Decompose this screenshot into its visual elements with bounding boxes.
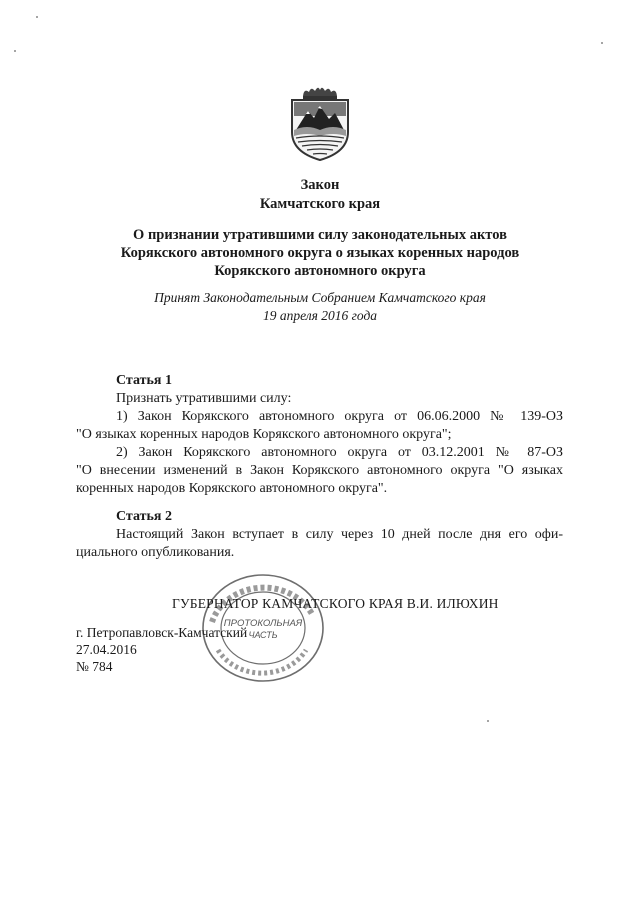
scan-speck: [14, 50, 16, 52]
adopted-line-1: Принят Законодательным Собранием Камчатского края: [154, 290, 486, 305]
article-1-heading: Статья 1: [116, 373, 172, 388]
footer-place: г. Петропавловск-Камчатский: [76, 625, 248, 640]
stamp-inner-line-2: ЧАСТЬ: [248, 630, 278, 640]
document-footer: [76, 624, 247, 675]
article-1-intro: Признать утратившими силу:: [116, 391, 292, 406]
coat-of-arms-icon: [289, 86, 351, 162]
article-1-item-2-line-1: 2) Закон Корякского автономного округа от 03.12.2001 № 87-ОЗ: [116, 445, 563, 460]
article-1: [76, 372, 563, 498]
scan-speck: [36, 16, 38, 18]
article-2: [76, 508, 563, 562]
law-title-line-2: Корякского автономного округа о языках коренных народов: [120, 245, 520, 261]
law-title-line-3: Корякского автономного округа: [214, 263, 426, 279]
document-title: Закон: [300, 177, 340, 193]
scan-speck: [487, 720, 489, 722]
footer-number: № 784: [76, 659, 113, 674]
governor-signature-line: ГУБЕРНАТОР КАМЧАТСКОГО КРАЯ В.И. ИЛЮХИН: [172, 596, 499, 611]
footer-date: 27.04.2016: [76, 642, 137, 657]
article-1-item-1-line-2: "О языках коренных народов Корякского автономного округа";: [76, 427, 452, 442]
scan-speck: [601, 42, 603, 44]
article-2-line-1: Настоящий Закон вступает в силу через 10 дней после дня его офи-: [116, 527, 563, 542]
adopted-line-2: 19 апреля 2016 года: [262, 308, 378, 323]
article-2-line-2: циального опубликования.: [76, 545, 235, 560]
law-title-line-1: О признании утратившими силу законодательных актов: [133, 227, 507, 243]
stamp-inner-line-1: ПРОТОКОЛЬНАЯ: [223, 618, 303, 629]
article-2-heading: Статья 2: [116, 509, 172, 524]
article-1-item-2-line-2: "О внесении изменений в Закон Корякского автономного округа "О языках: [76, 463, 563, 478]
article-1-item-1-line-1: 1) Закон Корякского автономного округа от 06.06.2000 № 139-ОЗ: [116, 409, 563, 424]
article-1-item-2-line-3: коренных народов Корякского автономного округа".: [76, 481, 388, 496]
document-region: Камчатского края: [259, 196, 381, 212]
